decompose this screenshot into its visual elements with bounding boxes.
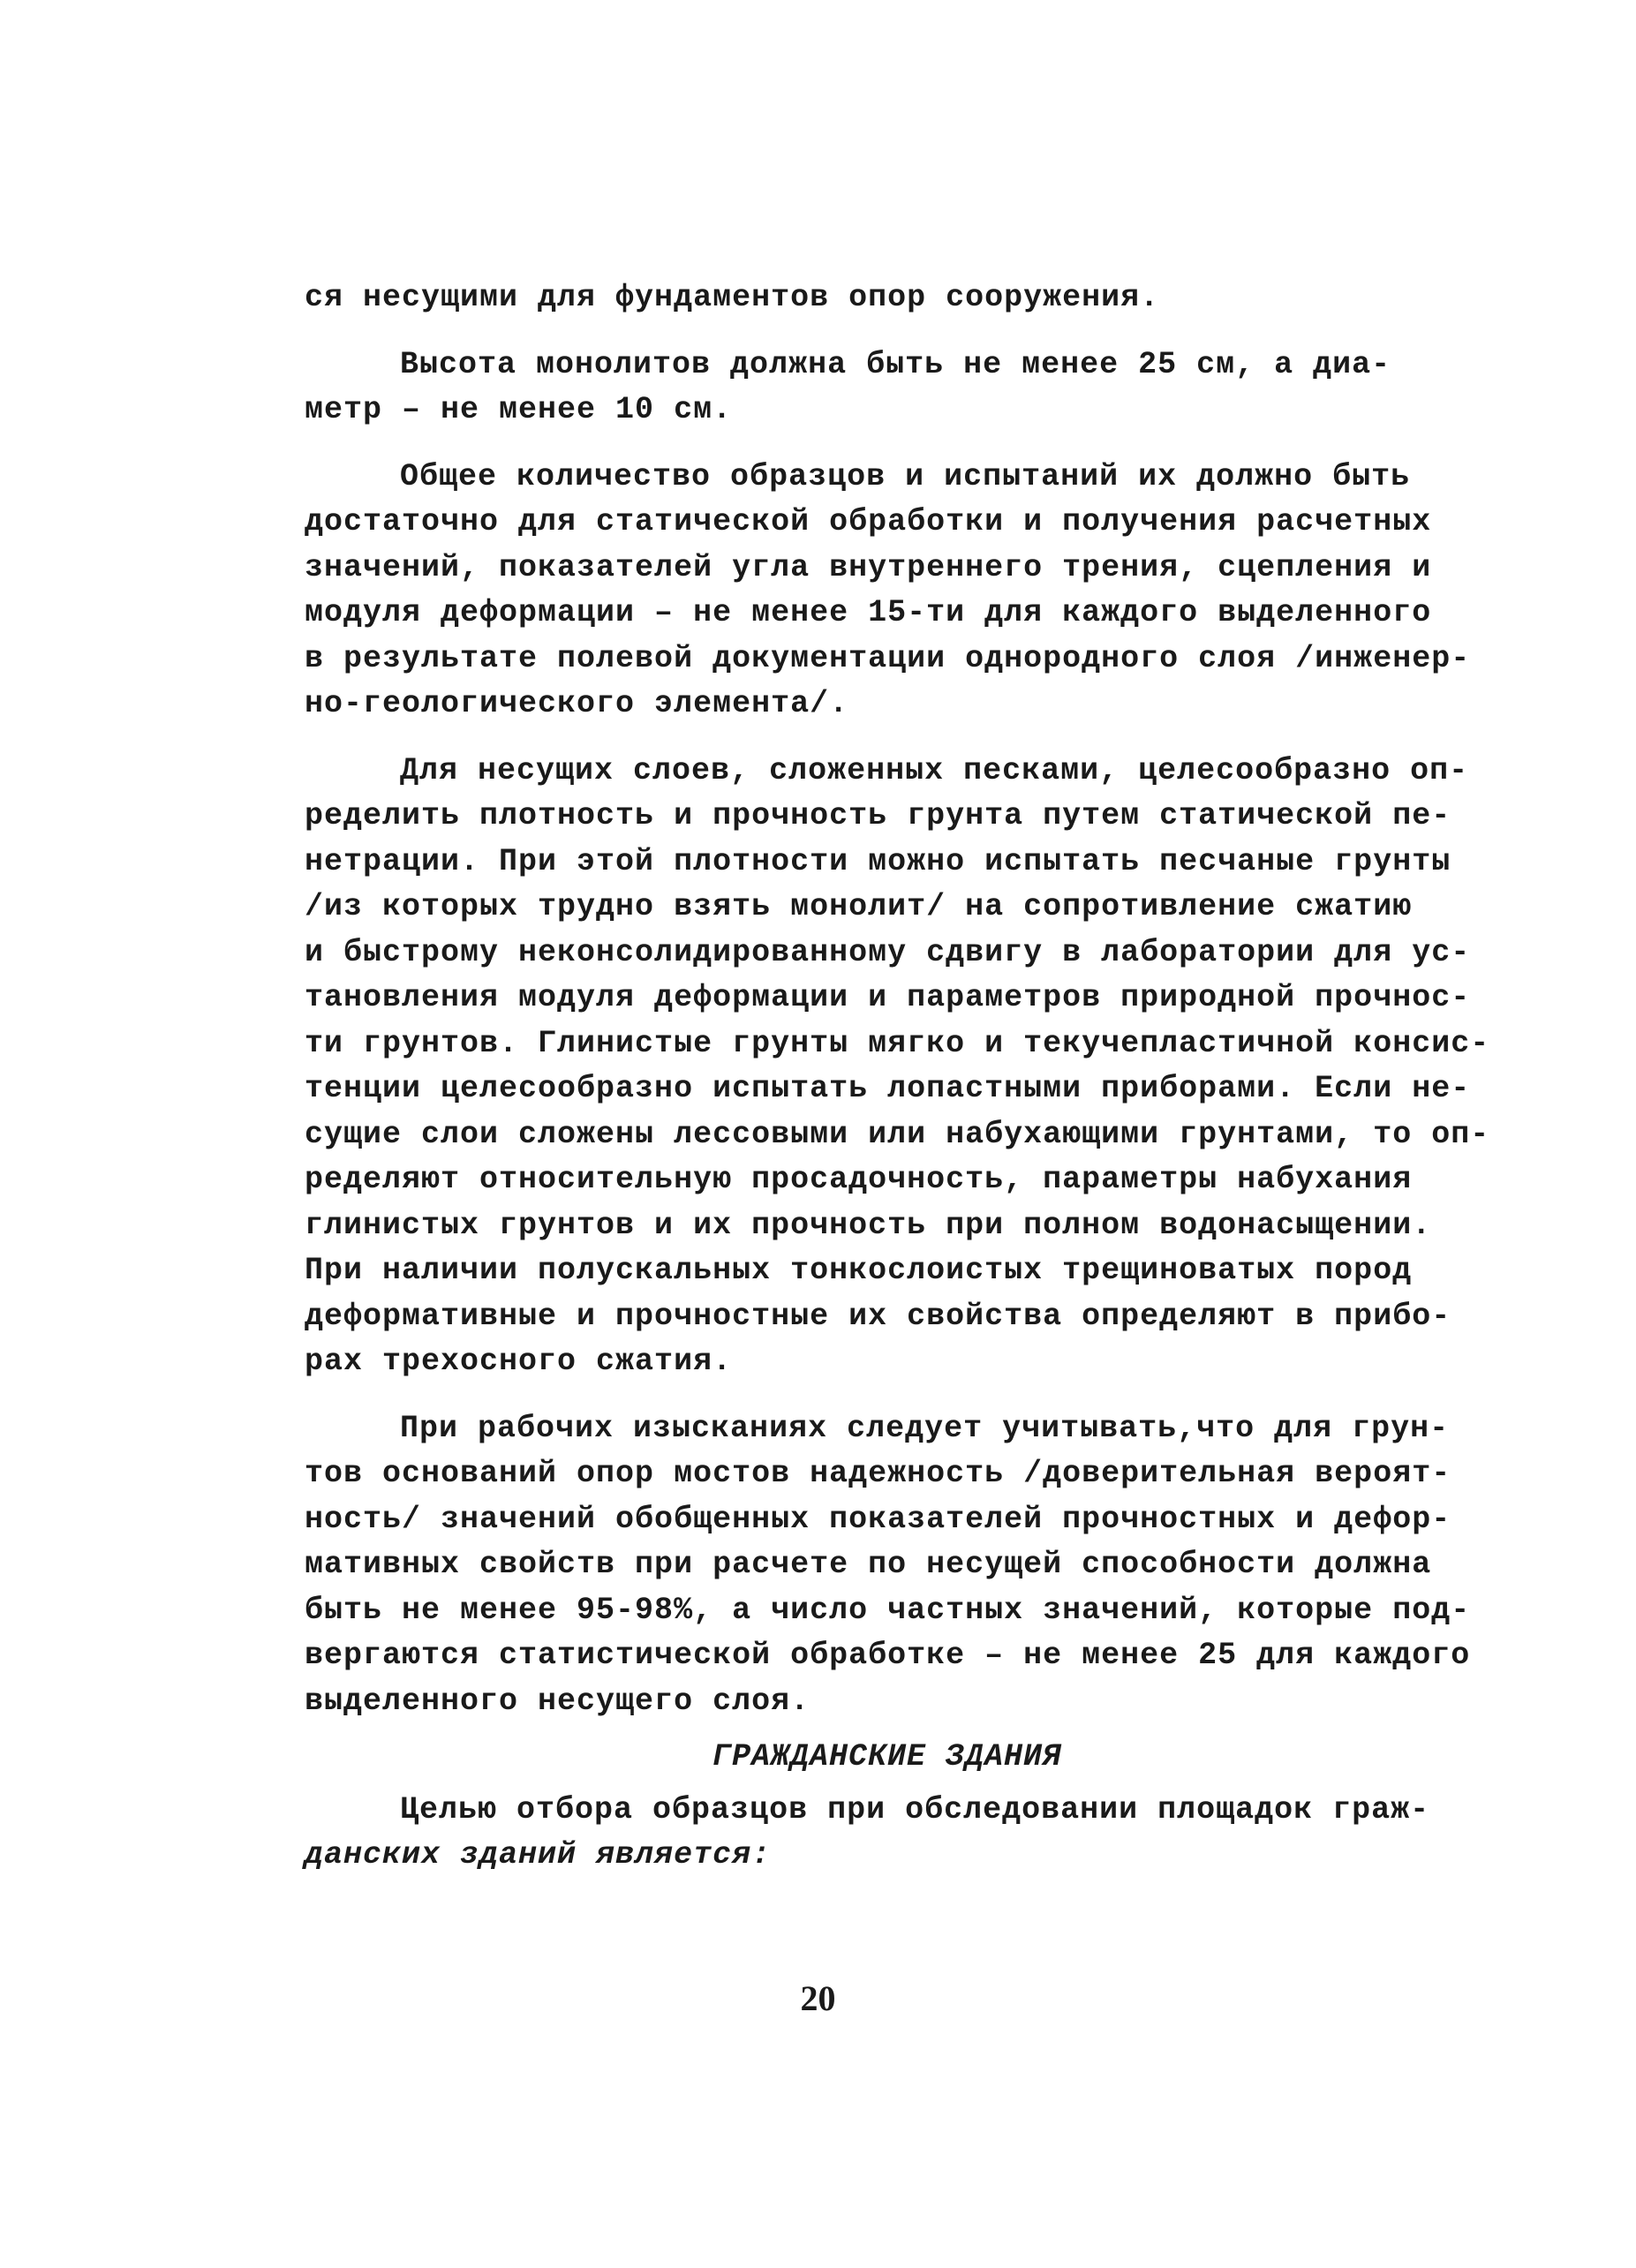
text-line: Общее количество образцов и испытаний их должно быть [400, 458, 1411, 494]
paragraph-sample-count [305, 455, 1471, 727]
text-line: деформативные и прочностные их свойства определяют в прибо- [305, 1298, 1451, 1334]
text-line: ти грунтов. Глинистые грунты мягко и текучепластичной консис- [305, 1025, 1490, 1061]
text-line: Для несущих слоев, сложенных песками, целесообразно оп- [400, 752, 1469, 788]
text-line: модуля деформации – не менее 15-ти для каждого выделенного [305, 595, 1432, 630]
text-line: ределить плотность и прочность грунта путем статической пе- [305, 798, 1451, 833]
paragraph-monolith-size [305, 343, 1444, 433]
text-line: мативных свойств при расчете по несущей способности должна [305, 1547, 1432, 1582]
text-line: значений, показателей угла внутреннего трения, сцепления и [305, 549, 1432, 585]
text-line: метр – не менее 10 см. [305, 392, 733, 427]
text-line: При наличии полускальных тонкослоистых трещиноватых пород [305, 1253, 1413, 1288]
text-line: вергаются статистической обработке – не менее 25 для каждого [305, 1638, 1471, 1673]
text-line: и быстрому неконсолидированному сдвигу в лаборатории для ус- [305, 934, 1471, 970]
paragraph-sand-layers [305, 749, 1490, 1385]
text-line: Высота монолитов должна быть не менее 25 см, а диа- [400, 346, 1391, 382]
section-heading: ГРАЖДАНСКИЕ ЗДАНИЯ [712, 1739, 1063, 1774]
text-line: ределяют относительную просадочность, параметры набухания [305, 1162, 1413, 1197]
text-line: но-геологического элемента/. [305, 686, 849, 721]
text-line: /из которых трудно взять монолит/ на сопротивление сжатию [305, 889, 1413, 924]
text-line: достаточно для статической обработки и получения расчетных [305, 504, 1432, 539]
text-line: рах трехосного сжатия. [305, 1344, 733, 1379]
text-line: Целью отбора образцов при обследовании площадок граж- [400, 1791, 1430, 1827]
text-line: быть не менее 95-98%, а число частных значений, которые под- [305, 1592, 1471, 1628]
paragraph-continuation [305, 275, 1444, 321]
text-line: тов оснований опор мостов надежность /доверительная вероят- [305, 1456, 1451, 1491]
page-number: 20 [800, 1978, 836, 2018]
page-body [305, 275, 1490, 1879]
text-line: выделенного несущего слоя. [305, 1683, 810, 1719]
text-line: При рабочих изысканиях следует учитывать,что для грун- [400, 1410, 1450, 1446]
text-line: тановления модуля деформации и параметров природной прочнос- [305, 980, 1471, 1015]
text-line: нетрации. При этой плотности можно испытать песчаные грунты [305, 843, 1451, 879]
paragraph-working-surveys [305, 1406, 1471, 1725]
text-line: тенции целесообразно испытать лопастными приборами. Если не- [305, 1071, 1471, 1106]
text-line: ся несущими для фундаментов опор сооружения. [305, 280, 1160, 315]
text-line: в результате полевой документации однородного слоя /инженер- [305, 640, 1471, 676]
paragraph-civil-buildings [305, 1788, 1444, 1879]
text-line: данских зданий является: [305, 1837, 772, 1872]
text-line: сущие слои сложены лессовыми или набухающими грунтами, то оп- [305, 1116, 1490, 1152]
text-line: глинистых грунтов и их прочность при полном водонасыщении. [305, 1207, 1432, 1243]
text-line: ность/ значений обобщенных показателей прочностных и дефор- [305, 1501, 1451, 1537]
